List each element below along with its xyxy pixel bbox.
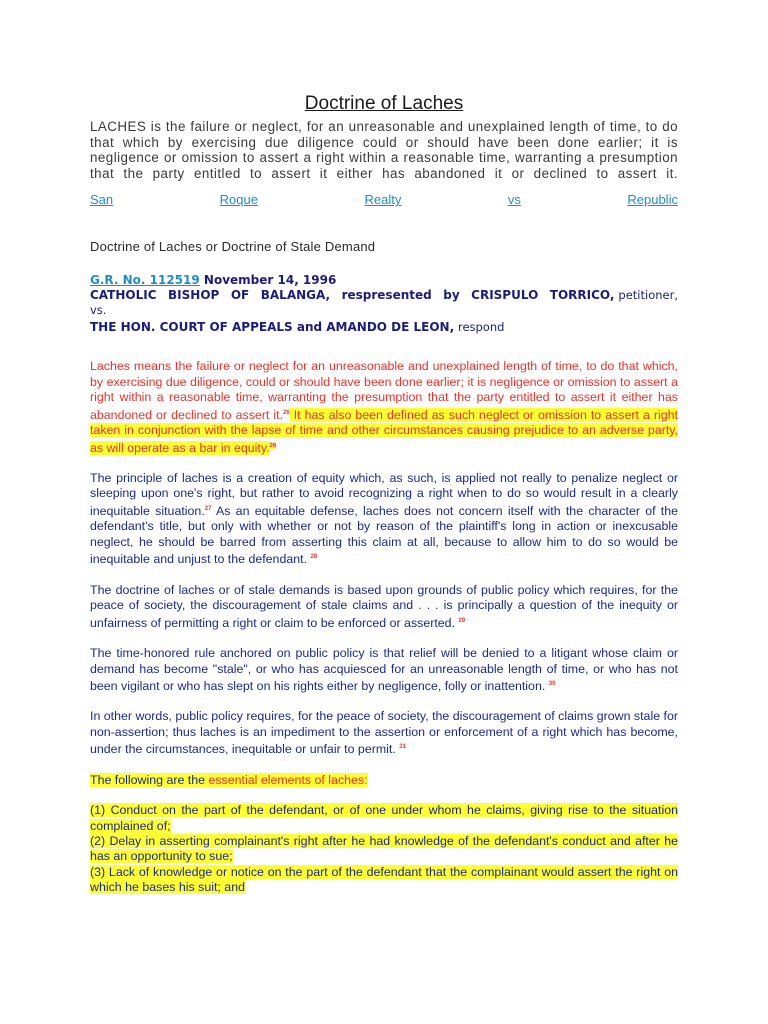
case-link-word[interactable]: Roque [219,192,258,208]
paragraph-text: The time-honored rule anchored on public policy is that relief will be denied to a litigant whose claim or demand has become "stale", or who has acquiesced for an unreasonable length of time, or who has not been vigilant or who has slept on his rights either by negligence, folly or inattention. [90,646,678,694]
paragraph-text: The doctrine of laches or of stale demands is based upon grounds of public policy which requires, for the peace of society, the discouragement of stale claims and . . . is principally a question of the inequity or unfairness of permitting a right or claim to be enforced or asserted. [90,582,678,630]
case-link-word[interactable]: Republic [627,192,678,208]
highlighted-text: It has also been defined as such neglect or omission to assert a right taken in conjunction with the lapse of time and other circumstances causing prejudice to an adverse party, as will operate as a bar in equity. [90,407,678,455]
document-page [90,92,678,896]
paragraph-stale-demands [90,583,678,631]
paragraph-principle [90,471,678,568]
gr-number-link[interactable]: G.R. No. 112519 [90,273,200,288]
paragraph-text: As an equitable defense, laches does not concern itself with the character of the defendant's title, but only with whether or not by reason of the plaintiff's long in action or inexcusable neglect, he should be barred from asserting this claim at all, because to allow him to do so would be inequitable and unjust to the defendant. [90,504,678,567]
paragraph-text: Laches means the failure or neglect for an unreasonable and unexplained length of time, to do that which, by exercising due diligence, could or should have been done earlier; it is negligence or omission to assert a right within a reasonable time, warranting the presumption that the party entitled to assert it either has abandoned or declined to assert it. [90,359,678,422]
footnote-ref: 28 [310,554,318,561]
element-2: (2) Delay in asserting complainant's right after he had knowledge of the defendant's conduct and after he has an opportunity to sue; [90,834,678,864]
case-link-word[interactable]: San [90,192,114,208]
respondent-role: respond [457,320,505,335]
list-item [90,834,678,865]
case-date: November 14, 1996 [199,273,337,288]
footnote-ref: 30 [548,680,556,687]
case-link-san-roque[interactable] [90,192,678,208]
footnote-ref: 26 [269,442,277,449]
case-link-word[interactable]: Realty [364,192,402,208]
elements-list [90,803,678,895]
versus-label: vs. [90,303,107,318]
element-3: (3) Lack of knowledge or notice on the part of the defendant that the complainant would assert the right on which he bases his suit; and [90,864,678,895]
footnote-ref: 29 [458,617,466,624]
elements-intro-emphasis: essential elements of laches: [208,772,368,787]
paragraph-time-honored-rule [90,646,678,694]
paragraph-laches-meaning [90,359,678,456]
case-link-word[interactable]: vs [507,192,521,208]
footnote-ref: 26 [283,409,290,416]
respondent-name: THE HON. COURT OF APPEALS and AMANDO DE LEON, [90,320,455,335]
list-item [90,803,678,834]
subheading: Doctrine of Laches or Doctrine of Stale Demand [90,239,376,255]
case-parties [90,288,678,335]
paragraph-public-policy [90,709,678,757]
elements-intro [90,773,678,788]
laches-definition: LACHES is the failure or neglect, for an unreasonable and unexplained length of time, to do that which by exercising due diligence could or should have been done earlier; it is negligence or omission to assert a right within a reasonable time, warranting a presumption that the party entitled to assert it either has abandoned it or declined to assert it. [90,119,678,181]
list-item [90,865,678,896]
paragraph-text: The principle of laches is a creation of equity which, as such, is applied not really to penalize neglect or sleeping upon one's right, but rather to avoid recognizing a right when to do so would result in a clearly inequitable situation. [90,471,678,518]
footnote-ref: 31 [399,744,406,751]
paragraph-text: In other words, public policy requires, for the peace of society, the discouragement of claims grown stale for non-assertion; thus laches is an impediment to the assertion or enforcement of a right which has become, under the circumstances, inequitable or unfair to permit. [90,709,678,757]
element-1: (1) Conduct on the part of the defendant, or of one under whom he claims, giving rise to the situation complained of; [90,803,678,833]
petitioner-name: CATHOLIC BISHOP OF BALANGA, respresented by CRISPULO TORRICO, [90,288,615,303]
case-citation [90,272,678,288]
footnote-ref: 27 [204,505,212,512]
petitioner-role: petitioner, [618,288,678,303]
elements-intro-text: The following are the [90,772,209,787]
page-title: Doctrine of Laches [304,93,464,114]
